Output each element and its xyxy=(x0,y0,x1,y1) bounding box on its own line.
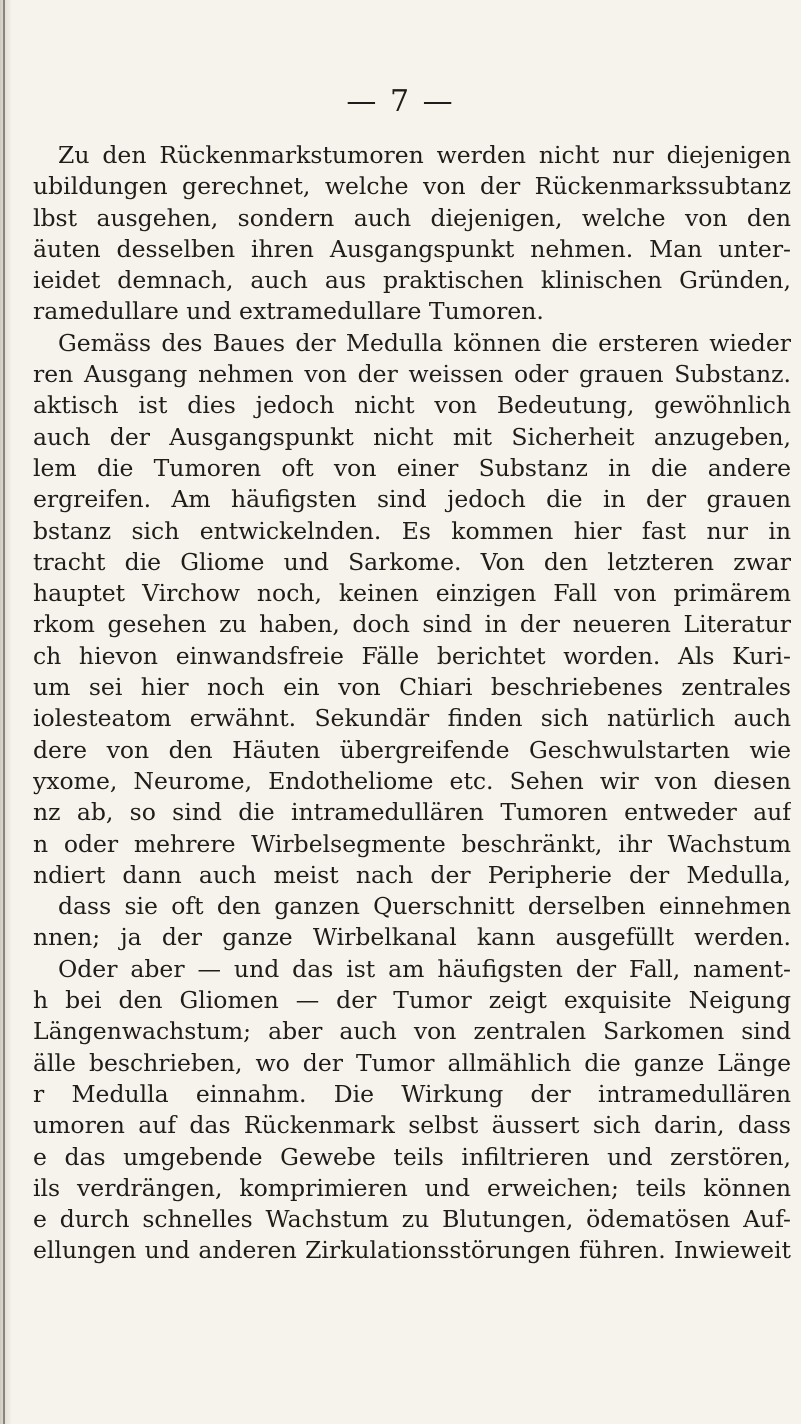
text-line: Längenwachstum; aber auch von zentralen Sarkomen sind xyxy=(33,1017,791,1046)
text-line: h bei den Gliomen — der Tumor zeigt exquisite Neigung xyxy=(33,986,791,1015)
text-line: umoren auf das Rückenmark selbst äussert sich darin, dass xyxy=(33,1111,791,1140)
text-line: aktisch ist dies jedoch nicht von Bedeutung, gewöhnlich xyxy=(33,391,791,420)
text-line: ils verdrängen, komprimieren und erweichen; teils können xyxy=(33,1173,791,1202)
text-line: ndiert dann auch meist nach der Peripherie der Medulla, xyxy=(33,860,791,889)
text-line: auch der Ausgangspunkt nicht mit Sicherheit anzugeben, xyxy=(33,422,791,451)
text-line: lbst ausgehen, sondern auch diejenigen, welche von den xyxy=(33,203,791,232)
page-number: — 7 — xyxy=(346,84,455,119)
page-gutter-shadow xyxy=(0,0,12,1424)
text-line: um sei hier noch ein von Chiari beschriebenes zentrales xyxy=(33,673,791,702)
text-line: Oder aber — und das ist am häufigsten der Fall, nament- xyxy=(58,954,791,983)
text-line: Zu den Rückenmarkstumoren werden nicht nur diejenigen xyxy=(58,141,791,169)
text-line: nnen; ja der ganze Wirbelkanal kann ausgefüllt werden. xyxy=(33,923,791,952)
text-line: bstanz sich entwickelnden. Es kommen hier fast nur in xyxy=(33,516,791,545)
text-line: ieidet demnach, auch aus praktischen klinischen Gründen, xyxy=(33,266,791,295)
text-line: ergreifen. Am häufigsten sind jedoch die in der grauen xyxy=(33,485,791,514)
text-line: lem die Tumoren oft von einer Substanz in die andere xyxy=(33,453,791,482)
text-line: rkom gesehen zu haben, doch sind in der neueren Literatur xyxy=(33,610,791,639)
text-line: ramedullare und extramedullare Tumoren. xyxy=(33,297,544,326)
text-line: Gemäss des Baues der Medulla können die ersteren wieder xyxy=(58,328,791,357)
text-line: e das umgebende Gewebe teils infiltrieren und zerstören, xyxy=(33,1142,791,1171)
text-line: r Medulla einnahm. Die Wirkung der intramedullären xyxy=(33,1079,791,1108)
binding-edge xyxy=(3,0,5,1424)
text-line: n oder mehrere Wirbelsegmente beschränkt, ihr Wachstum xyxy=(33,829,791,858)
text-line: e durch schnelles Wachstum zu Blutungen, ödematösen Auf- xyxy=(33,1205,791,1234)
text-line: iolesteatom erwähnt. Sekundär finden sich natürlich auch xyxy=(33,704,791,733)
body-text xyxy=(33,140,791,1267)
text-line: ubildungen gerechnet, welche von der Rückenmarkssubtanz xyxy=(33,172,791,201)
text-line: älle beschrieben, wo der Tumor allmählich die ganze Länge xyxy=(33,1048,791,1077)
text-line: dere von den Häuten übergreifende Geschwulstarten wie xyxy=(33,735,791,764)
text-line: dass sie oft den ganzen Querschnitt derselben einnehmen xyxy=(58,892,791,921)
text-line: ellungen und anderen Zirkulationsstörungen führen. Inwieweit xyxy=(33,1236,791,1265)
text-line: hauptet Virchow noch, keinen einzigen Fall von primärem xyxy=(33,579,791,608)
text-line: tracht die Gliome und Sarkome. Von den letzteren zwar xyxy=(33,547,791,576)
text-line: nz ab, so sind die intramedullären Tumoren entweder auf xyxy=(33,798,791,827)
text-line: yxome, Neurome, Endotheliome etc. Sehen wir von diesen xyxy=(33,766,791,795)
text-line: äuten desselben ihren Ausgangspunkt nehmen. Man unter- xyxy=(33,234,791,263)
text-line: ch hievon einwandsfreie Fälle berichtet worden. Als Kuri- xyxy=(33,641,791,670)
text-line: ren Ausgang nehmen von der weissen oder grauen Substanz. xyxy=(33,360,791,389)
